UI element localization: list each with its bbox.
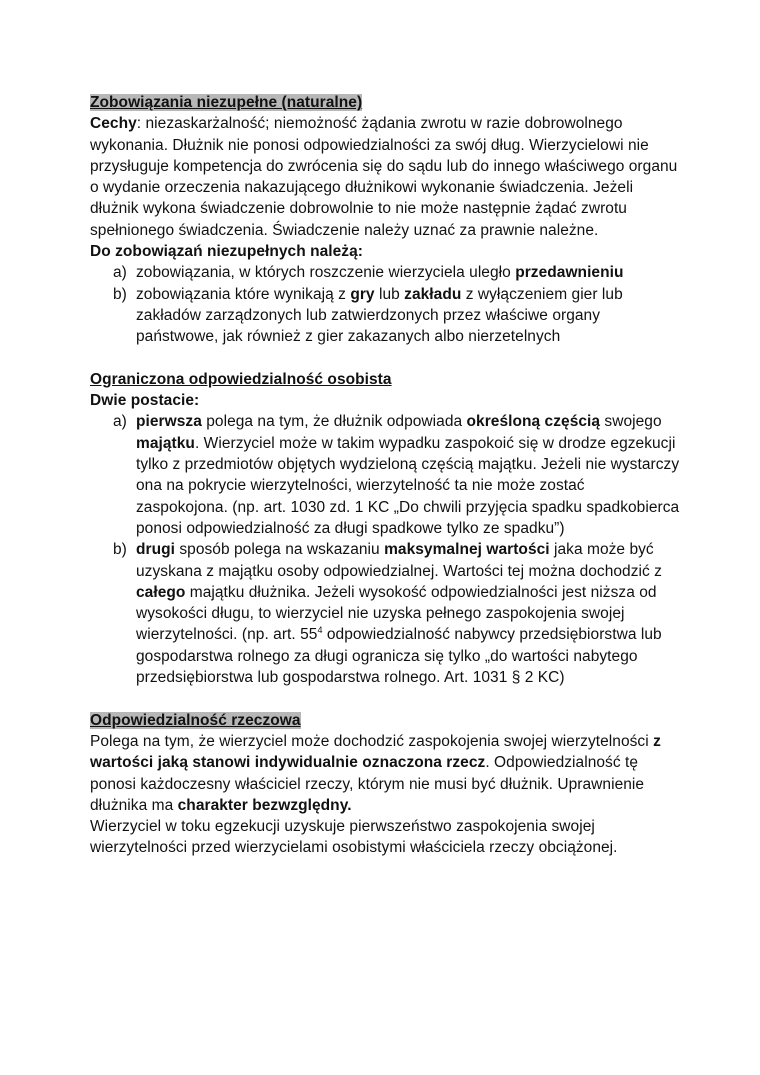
- list-heading: Do zobowiązań niezupełnych należą:: [90, 243, 363, 261]
- section-property-liability: [90, 710, 680, 859]
- item-text: . Wierzyciel może w takim wypadku zaspokoić się w drodze egzekucji tylko z przedmiotów objętych wydzieloną częścią majątku. Jeżeli nie wystarczy ona na pokrycie wierzytelności, wierzytelność ta nie może zostać zaspokojona. (np. art. 1030 zd. 1 KC „Do chwili przyjęcia spadku spadkobierca ponosi odpowiedzialność za długi spadkowe tylko ze spadku”): [136, 434, 680, 537]
- item-text: z wyłączeniem gier lub zakładów zarządzonych lub zatwierdzonych przez właściwe organy państwowe, jak również z gier zakazanych albo nierzetelnych: [136, 285, 623, 346]
- list-marker: b): [113, 541, 127, 559]
- features-label: Cechy: [90, 115, 137, 133]
- blank-line: [90, 348, 680, 369]
- list-item: [90, 262, 680, 283]
- heading-text: Odpowiedzialność rzeczowa: [90, 711, 301, 729]
- paragraph-bold-text: z wartości jaką stanowi indywidualnie oznaczona rzecz: [90, 732, 661, 772]
- list-marker: a): [113, 413, 127, 431]
- item-bold-text: maksymalnej wartości: [384, 541, 550, 559]
- priority-paragraph: Wierzyciel w toku egzekucji uzyskuje pierwszeństwo zaspokojenia swojej wierzytelności przed wierzycielami osobistymi właściciela rzeczy obciążonej.: [90, 818, 618, 857]
- liability-forms-list: [90, 411, 680, 688]
- section-heading-natural-obligations: [90, 92, 680, 113]
- item-bold-text: przedawnieniu: [515, 264, 624, 282]
- document-page: [90, 92, 680, 859]
- item-bold-text: pierwsza: [136, 413, 202, 431]
- item-bold-text: majątku: [136, 434, 195, 452]
- paragraph-text: . Odpowiedzialność tę ponosi każdoczesny właściciel rzeczy, którym nie musi być dłużnik. Uprawnienie dłużnika ma: [90, 754, 645, 814]
- list-marker: b): [113, 285, 127, 303]
- section-heading-limited-liability: [90, 369, 680, 390]
- item-text: sposób polega na wskazaniu: [175, 541, 385, 559]
- list-marker: a): [113, 264, 127, 282]
- heading-text: Zobowiązania niezupełne (naturalne): [90, 94, 363, 111]
- natural-obligations-list: [90, 262, 680, 347]
- item-text: zobowiązania, w których roszczenie wierzyciela uległo: [136, 264, 516, 282]
- item-text: odpowiedzialność nabywcy przedsiębiorstwa lub gospodarstwa rolnego za długi ogranicza się tylko „do wartości nabytego przedsiębiorstwa lub gospodarstwa rolnego. Art. 1031 § 2 KC): [136, 626, 662, 687]
- item-text: polega na tym, że dłużnik odpowiada: [201, 413, 467, 431]
- list-item: [90, 411, 680, 539]
- item-text: swojego: [600, 413, 662, 431]
- item-bold-text: zakładu: [404, 285, 462, 303]
- item-bold-text: całego: [136, 583, 186, 601]
- item-bold-text: drugi: [136, 541, 175, 559]
- heading-text: Ograniczona odpowiedzialność osobista: [90, 370, 392, 388]
- item-text: zobowiązania które wynikają z: [136, 285, 351, 303]
- list-item: [90, 539, 680, 688]
- section-limited-personal-liability: [90, 369, 680, 688]
- item-text: lub: [374, 285, 405, 303]
- features-paragraph: [90, 113, 680, 241]
- item-text: jaka może być uzyskana z majątku osoby odpowiedzialnej. Wartości tej można dochodzić z: [136, 541, 662, 580]
- item-bold-text: gry: [350, 285, 375, 303]
- section-heading-property-liability: [90, 710, 680, 731]
- section-natural-obligations: [90, 92, 680, 348]
- blank-line: [90, 688, 680, 709]
- item-text: majątku dłużnika. Jeżeli wysokość odpowiedzialności jest niższa od wysokości długu, to wierzyciel nie uzyska pełnego zaspokojenia swojej wierzytelności. (np. art. 55: [136, 583, 657, 644]
- paragraph-text: Polega na tym, że wierzyciel może dochodzić zaspokojenia swojej wierzytelności: [90, 732, 654, 750]
- features-text: : niezaskarżalność; niemożność żądania zwrotu w razie dobrowolnego wykonania. Dłużnik nie ponosi odpowiedzialności za swój dług. Wierzycielowi nie przysługuje kompetencja do zwrócenia się do sądu lub do innego właściwego organu o wydanie orzeczenia nakazującego dłużnikowi wykonanie świadczenia. Jeżeli dłużnik wykona świadczenie dobrowolnie to nie może następnie żądać zwrotu spełnionego świadczenia. Świadczenie należy uznać za prawnie należne.: [90, 115, 678, 239]
- subheading: Dwie postacie:: [90, 392, 200, 410]
- paragraph-bold-text: charakter bezwzględny.: [177, 796, 352, 814]
- item-bold-text: określoną częścią: [466, 413, 601, 431]
- property-liability-paragraph: [90, 731, 680, 816]
- superscript: 4: [317, 625, 323, 636]
- list-item: [90, 284, 680, 348]
